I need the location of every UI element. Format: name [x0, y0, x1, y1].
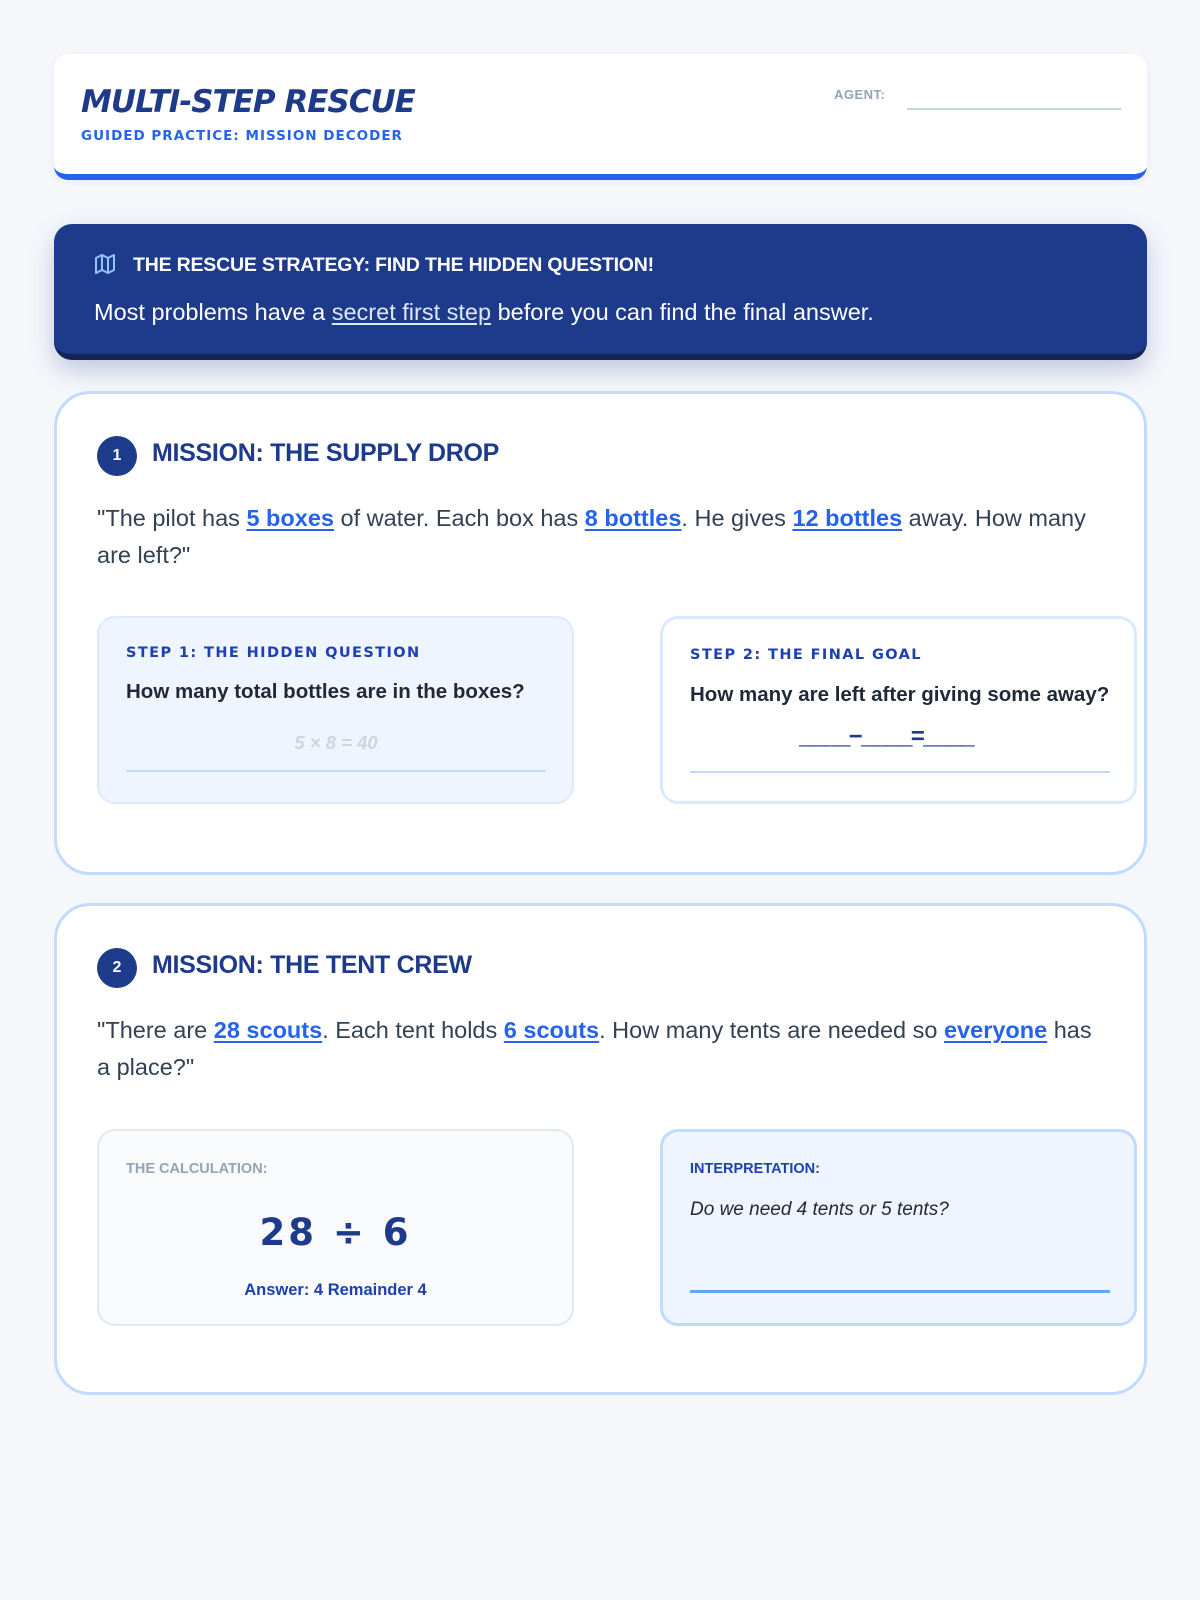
agent-label: AGENT: — [834, 87, 886, 102]
step1-label: STEP 1: THE HIDDEN QUESTION — [126, 645, 421, 661]
interpretation-box — [660, 1129, 1137, 1326]
calculation-expression: 28 ÷ 6 — [259, 1211, 412, 1254]
step1-box — [97, 616, 574, 804]
calculation-answer: Answer: 4 Remainder 4 — [244, 1281, 427, 1299]
key-quantity: 5 boxes — [246, 505, 334, 531]
interpretation-answer-line[interactable] — [690, 1290, 1110, 1293]
header-card — [54, 54, 1147, 180]
problem-text: . How many tents are needed so — [599, 1017, 944, 1043]
strategy-highlight: secret first step — [331, 299, 492, 325]
page-title: MULTI-STEP RESCUE — [81, 84, 415, 120]
strategy-text-after: before you can find the final answer. — [491, 299, 874, 325]
step2-box — [660, 616, 1137, 804]
mission-number-badge: 1 — [97, 436, 137, 476]
page-subtitle: GUIDED PRACTICE: MISSION DECODER — [81, 128, 403, 144]
problem-text: . Each tent holds — [322, 1017, 504, 1043]
mission-card-tent-crew — [54, 903, 1147, 1395]
problem-text: "There are — [97, 1017, 214, 1043]
mission-problem — [97, 1012, 1097, 1086]
step2-answer-line[interactable] — [690, 771, 1110, 773]
strategy-text-before: Most problems have a — [94, 299, 332, 325]
problem-text: away. How many are left?" — [97, 505, 1086, 568]
mission-card-supply-drop — [54, 391, 1147, 875]
strategy-heading: THE RESCUE STRATEGY: FIND THE HIDDEN QUESTION! — [133, 254, 654, 276]
step2-equation-blanks[interactable]: ____−____=____ — [799, 725, 973, 752]
problem-text: . He gives — [681, 505, 793, 531]
calculation-label: THE CALCULATION: — [126, 1161, 268, 1177]
key-word: everyone — [943, 1017, 1048, 1043]
key-quantity: 6 scouts — [503, 1017, 600, 1043]
agent-name-field[interactable] — [907, 108, 1121, 110]
step2-label: STEP 2: THE FINAL GOAL — [690, 647, 922, 663]
interpretation-question: Do we need 4 tents or 5 tents? — [690, 1199, 949, 1220]
problem-text: has a place?" — [97, 1017, 1092, 1080]
strategy-text — [94, 299, 874, 326]
key-quantity: 8 bottles — [584, 505, 682, 531]
key-quantity: 28 scouts — [213, 1017, 323, 1043]
step1-question: How many total bottles are in the boxes? — [126, 680, 525, 703]
strategy-banner — [54, 224, 1147, 360]
step2-question: How many are left after giving some away? — [690, 683, 1110, 706]
problem-text: of water. Each box has — [333, 505, 585, 531]
step1-answer-line[interactable] — [126, 770, 546, 772]
mission-problem — [97, 500, 1097, 574]
key-quantity: 12 bottles — [792, 505, 903, 531]
calculation-box — [97, 1129, 574, 1326]
problem-text: "The pilot has — [97, 505, 247, 531]
map-icon — [93, 252, 117, 276]
step1-hint: 5 × 8 = 40 — [294, 732, 378, 753]
mission-title: MISSION: THE TENT CREW — [152, 951, 472, 979]
interpretation-label: INTERPRETATION: — [690, 1161, 820, 1177]
mission-title: MISSION: THE SUPPLY DROP — [152, 439, 500, 467]
mission-number-badge: 2 — [97, 948, 137, 988]
